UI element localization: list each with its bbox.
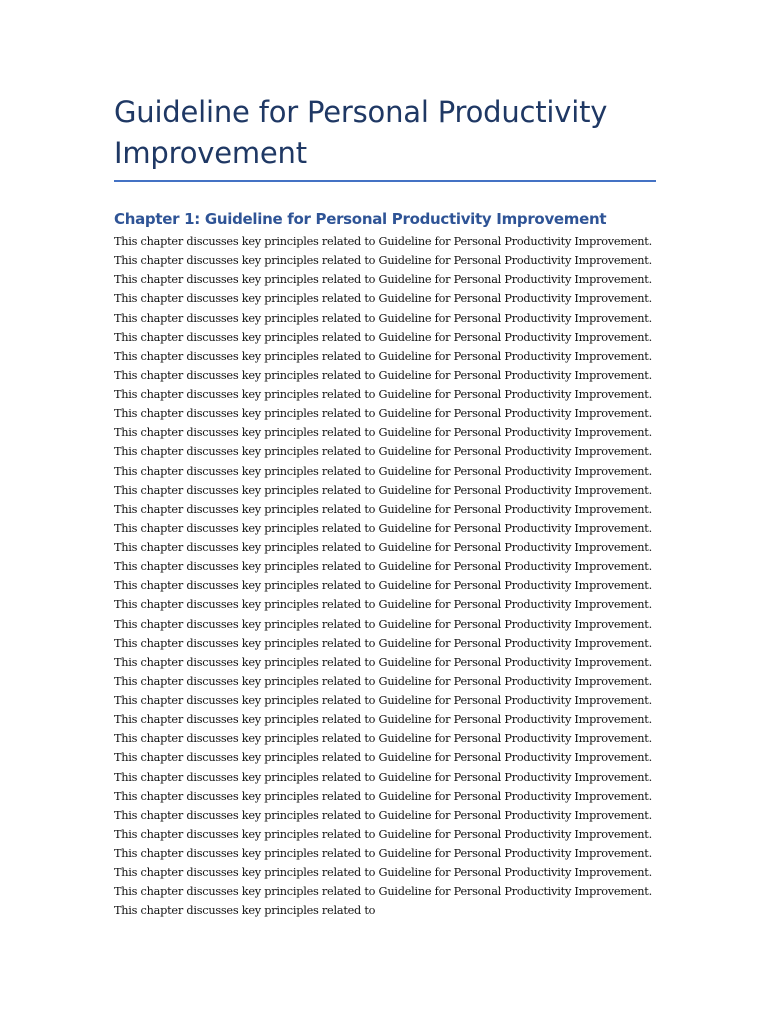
document-title: Guideline for Personal Productivity Improvement — [114, 95, 608, 170]
chapter-paragraph: This chapter discusses key principles related to Guideline for Personal Productivity Improvement. This chapter discusses key principles related to Guideline for Personal Productivity Improvement. This chapter discusses key principles related to Guideline for Personal Productivity Improvement. This chapter discusses key principles related to Guideline for Personal Productivity Improvement. This chapter discusses key principles related to Guideline for Personal Productivity Improvement. This chapter discusses key principles related to Guideline for Personal Productivity Improvement. This chapter discusses key principles related to Guideline for Personal Productivity Improvement. This chapter discusses key principles related to Guideline for Personal Productivity Improvement. This chapter discusses key principles related to Guideline for Personal Productivity Improvement. This chapter discusses key principles related to Guideline for Personal Productivity Improvement. This chapter discusses key principles related to Guideline for Personal Productivity Improvement. This chapter discusses key principles related to Guideline for Personal Productivity Improvement. This chapter discusses key principles related to Guideline for Personal Productivity Improvement. This chapter discusses key principles related to Guideline for Personal Productivity Improvement. This chapter discusses key principles related to Guideline for Personal Productivity Improvement. This chapter discusses key principles related to Guideline for Personal Productivity Improvement. This chapter discusses key principles related to Guideline for Personal Productivity Improvement. This chapter discusses key principles related to Guideline for Personal Productivity Improvement. This chapter discusses key principles related to Guideline for Personal Productivity Improvement. This chapter discusses key principles related to Guideline for Personal Productivity Improvement. This chapter discusses key principles related to Guideline for Personal Productivity Improvement. This chapter discusses key principles related to Guideline for Personal Productivity Improvement. This chapter discusses key principles related to Guideline for Personal Productivity Improvement. This chapter discusses key principles related to Guideline for Personal Productivity Improvement. This chapter discusses key principles related to Guideline for Personal Productivity Improvement. This chapter discusses key principles related to Guideline for Personal Productivity Improvement. This chapter discusses key principles related to Guideline for Personal Productivity Improvement. This chapter discusses key principles related to Guideline for Personal Productivity Improvement. This chapter discusses key principles related to Guideline for Personal Productivity Improvement. This chapter discusses key principles related to Guideline for Personal Productivity Improvement. This chapter discusses key principles related to Guideline for Personal Productivity Improvement. This chapter discusses key principles related to Guideline for Personal Productivity Improvement. This chapter discusses key principles related to Guideline for Personal Productivity Improvement. This chapter discusses key principles related to Guideline for Personal Productivity Improvement. This chapter discusses key principles related to Guideline for Personal Productivity Improvement. This chapter discusses key principles related to — [114, 235, 652, 918]
chapter-heading: Chapter 1: Guideline for Personal Productivity Improvement — [114, 210, 607, 228]
document-page — [114, 92, 656, 920]
title-underline-rule — [114, 180, 656, 182]
